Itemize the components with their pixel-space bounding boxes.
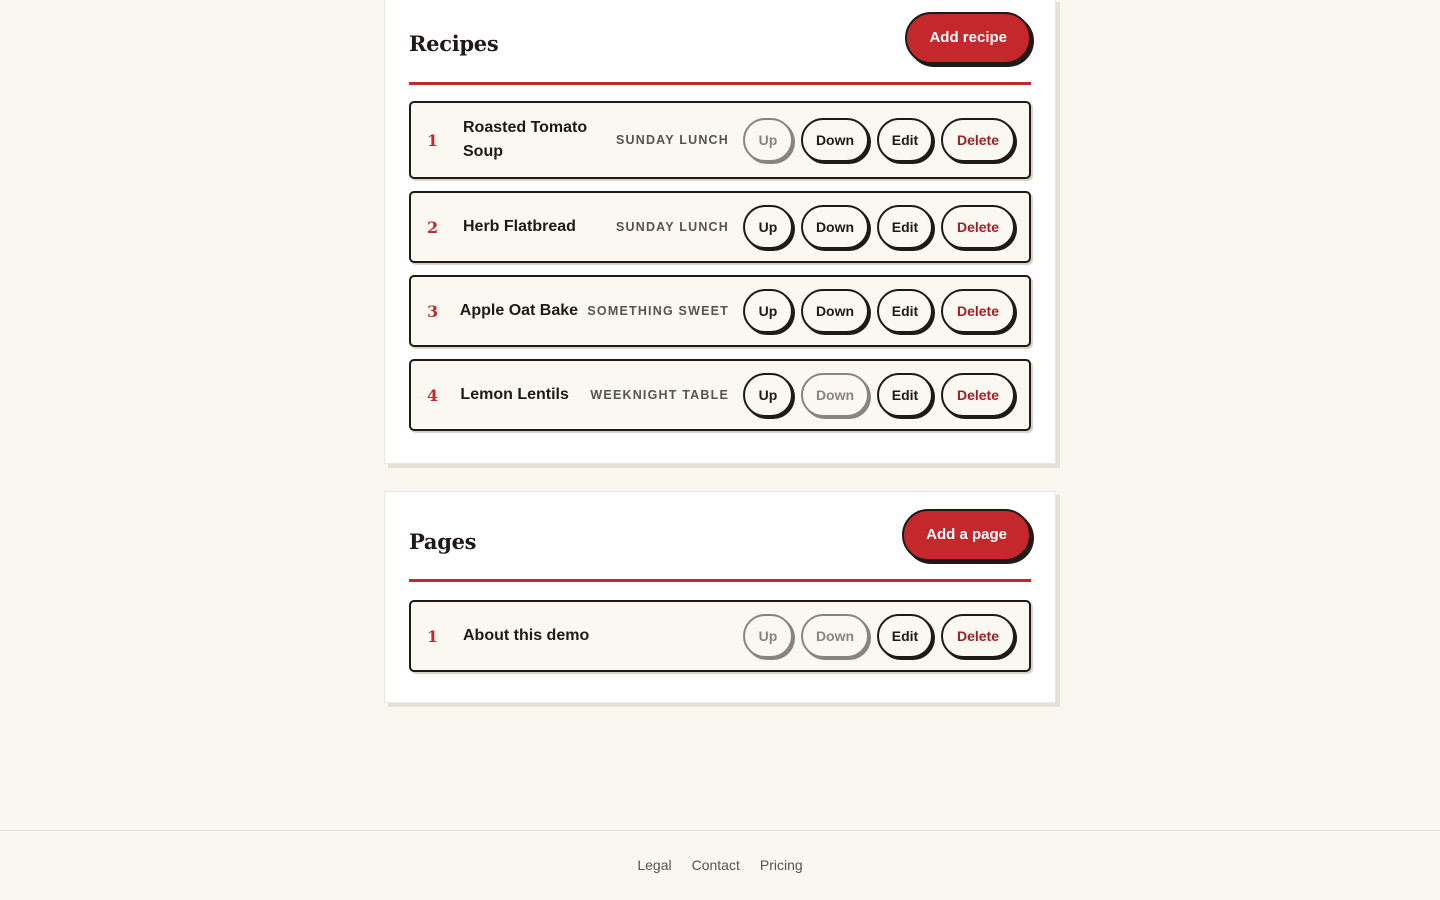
- row-number: 4: [427, 385, 439, 405]
- delete-button[interactable]: Delete: [941, 205, 1015, 249]
- move-up-button[interactable]: Up: [743, 614, 793, 658]
- row-actions: [743, 118, 1015, 162]
- row-number: 3: [427, 301, 439, 321]
- move-down-button[interactable]: Down: [801, 614, 869, 658]
- edit-button[interactable]: Edit: [877, 205, 933, 249]
- recipe-tag: SUNDAY LUNCH: [615, 220, 729, 234]
- pages-title: Pages: [409, 529, 477, 554]
- edit-button[interactable]: Edit: [877, 614, 933, 658]
- recipes-list: [409, 85, 1031, 431]
- recipe-row: [409, 191, 1031, 263]
- row-actions: [743, 614, 1015, 658]
- delete-button[interactable]: Delete: [941, 614, 1015, 658]
- row-actions: [743, 373, 1015, 417]
- recipes-header: [409, 0, 1031, 85]
- move-up-button[interactable]: Up: [743, 373, 793, 417]
- recipe-title: Roasted Tomato Soup: [463, 119, 588, 160]
- row-number: 2: [427, 217, 439, 237]
- row-actions: [743, 205, 1015, 249]
- recipe-tag: WEEKNIGHT TABLE: [590, 388, 729, 402]
- recipe-row: [409, 275, 1031, 347]
- recipe-tag: SUNDAY LUNCH: [615, 133, 729, 147]
- footer-link-legal[interactable]: Legal: [637, 856, 672, 873]
- row-number: 1: [427, 626, 439, 646]
- add-page-button[interactable]: Add a page: [902, 509, 1031, 561]
- delete-button[interactable]: Delete: [941, 118, 1015, 162]
- delete-button[interactable]: Delete: [941, 373, 1015, 417]
- edit-button[interactable]: Edit: [877, 373, 933, 417]
- edit-button[interactable]: Edit: [877, 289, 933, 333]
- move-down-button[interactable]: Down: [801, 205, 869, 249]
- footer: [0, 830, 1440, 900]
- recipe-title: Apple Oat Bake: [459, 302, 579, 319]
- move-up-button[interactable]: Up: [743, 205, 793, 249]
- recipe-title: Herb Flatbread: [463, 218, 576, 235]
- move-down-button[interactable]: Down: [801, 289, 869, 333]
- footer-link-pricing[interactable]: Pricing: [759, 856, 803, 873]
- add-recipe-button[interactable]: Add recipe: [905, 12, 1031, 64]
- move-up-button[interactable]: Up: [743, 118, 793, 162]
- move-down-button[interactable]: Down: [801, 373, 869, 417]
- delete-button[interactable]: Delete: [941, 289, 1015, 333]
- pages-panel: [384, 491, 1056, 703]
- footer-link-contact[interactable]: Contact: [691, 856, 740, 873]
- edit-button[interactable]: Edit: [877, 118, 933, 162]
- move-down-button[interactable]: Down: [801, 118, 869, 162]
- row-actions: [743, 289, 1015, 333]
- recipe-title: Lemon Lentils: [460, 386, 569, 403]
- page-title: About this demo: [463, 627, 590, 644]
- move-up-button[interactable]: Up: [743, 289, 793, 333]
- recipes-title: Recipes: [409, 31, 499, 56]
- row-number: 1: [427, 130, 439, 150]
- recipe-tag: SOMETHING SWEET: [587, 304, 729, 318]
- page-row: [409, 600, 1031, 672]
- pages-header: [409, 492, 1031, 582]
- pages-list: [409, 582, 1031, 672]
- recipe-row: [409, 101, 1031, 179]
- recipe-row: [409, 359, 1031, 431]
- recipes-panel: [384, 0, 1056, 464]
